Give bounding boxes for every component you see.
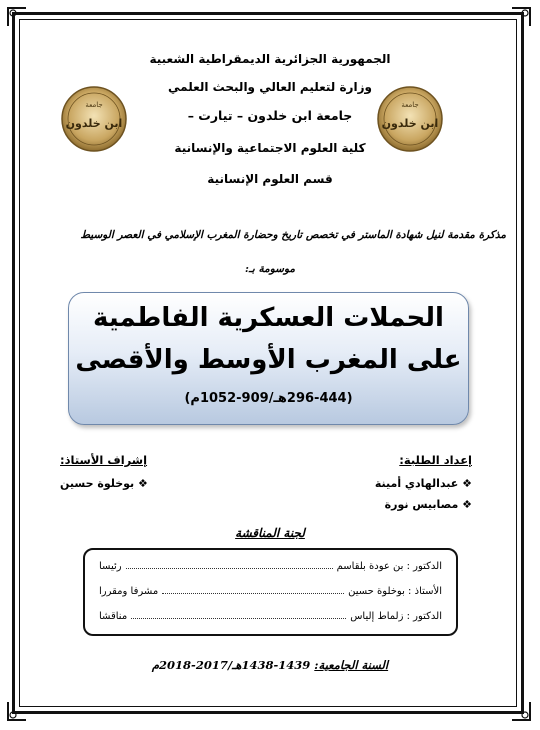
dotted-leader	[131, 608, 346, 619]
title-box	[68, 292, 469, 425]
student-name: ❖ مصابيس نورة	[384, 498, 472, 511]
committee-member-name: الدكتور : زلماط إلياس	[350, 611, 442, 622]
committee-member-role: مشرفا ومقررا	[99, 586, 159, 597]
committee-member-name: الأستاذ : بوخلوة حسين	[348, 586, 442, 597]
seal-top-text: جامعة	[85, 101, 103, 109]
academic-year	[0, 658, 540, 672]
supervisor-name: ❖ بوخلوة حسين	[60, 477, 148, 490]
committee-row	[99, 583, 442, 601]
presented-as-label: موسومة بـ:	[244, 263, 296, 275]
committee-title: لجنة المناقشة	[235, 526, 305, 540]
dotted-leader	[162, 583, 344, 594]
committee-row	[99, 558, 442, 576]
corner-ornament-icon	[510, 6, 532, 28]
thesis-title-line2: على المغرب الأوسط والأقصى	[75, 345, 462, 375]
academic-year-label: السنة الجامعية:	[314, 658, 389, 672]
committee-row	[99, 608, 442, 626]
department-name: قسم العلوم الإنسانية	[207, 172, 333, 186]
students-label: إعداد الطلبة:	[399, 453, 472, 467]
seal-main-text: ابن خلدون	[381, 117, 439, 130]
ministry-name: وزارة لتعليم العالي والبحث العلمي	[168, 80, 372, 94]
university-seal-icon	[376, 85, 444, 153]
thesis-title-line1: الحملات العسكرية الفاطمية	[93, 303, 444, 333]
university-name: جامعة ابن خلدون – تيارت –	[187, 108, 353, 123]
republic-name: الجمهورية الجزائرية الديمقراطية الشعبية	[149, 52, 391, 66]
supervisor-label: إشراف الأستاذ:	[60, 453, 148, 467]
seal-top-text: جامعة	[401, 101, 419, 109]
corner-ornament-icon	[6, 700, 28, 722]
corner-ornament-icon	[510, 700, 532, 722]
dotted-leader	[126, 558, 333, 569]
committee-member-name: الدكتور : بن عودة بلقاسم	[336, 561, 442, 572]
student-name: ❖ عبدالهادي أمينة	[374, 477, 472, 490]
academic-year-value: 1439-1438هـ/2017-2018م	[151, 658, 311, 672]
committee-member-role: مناقشا	[99, 611, 128, 622]
university-seal-icon	[60, 85, 128, 153]
thesis-intro: مذكرة مقدمة لنيل شهادة الماستر في تخصص تاريخ وحضارة المغرب الإسلامي في العصر الوسيط	[80, 229, 506, 241]
seal-main-text: ابن خلدون	[65, 117, 123, 130]
committee-box	[83, 548, 458, 636]
corner-ornament-icon	[6, 6, 28, 28]
thesis-dates: (296-444هـ/909-1052م)	[184, 391, 353, 406]
faculty-name: كلية العلوم الاجتماعية والإنسانية	[174, 141, 366, 155]
committee-member-role: رئيسا	[99, 561, 122, 572]
